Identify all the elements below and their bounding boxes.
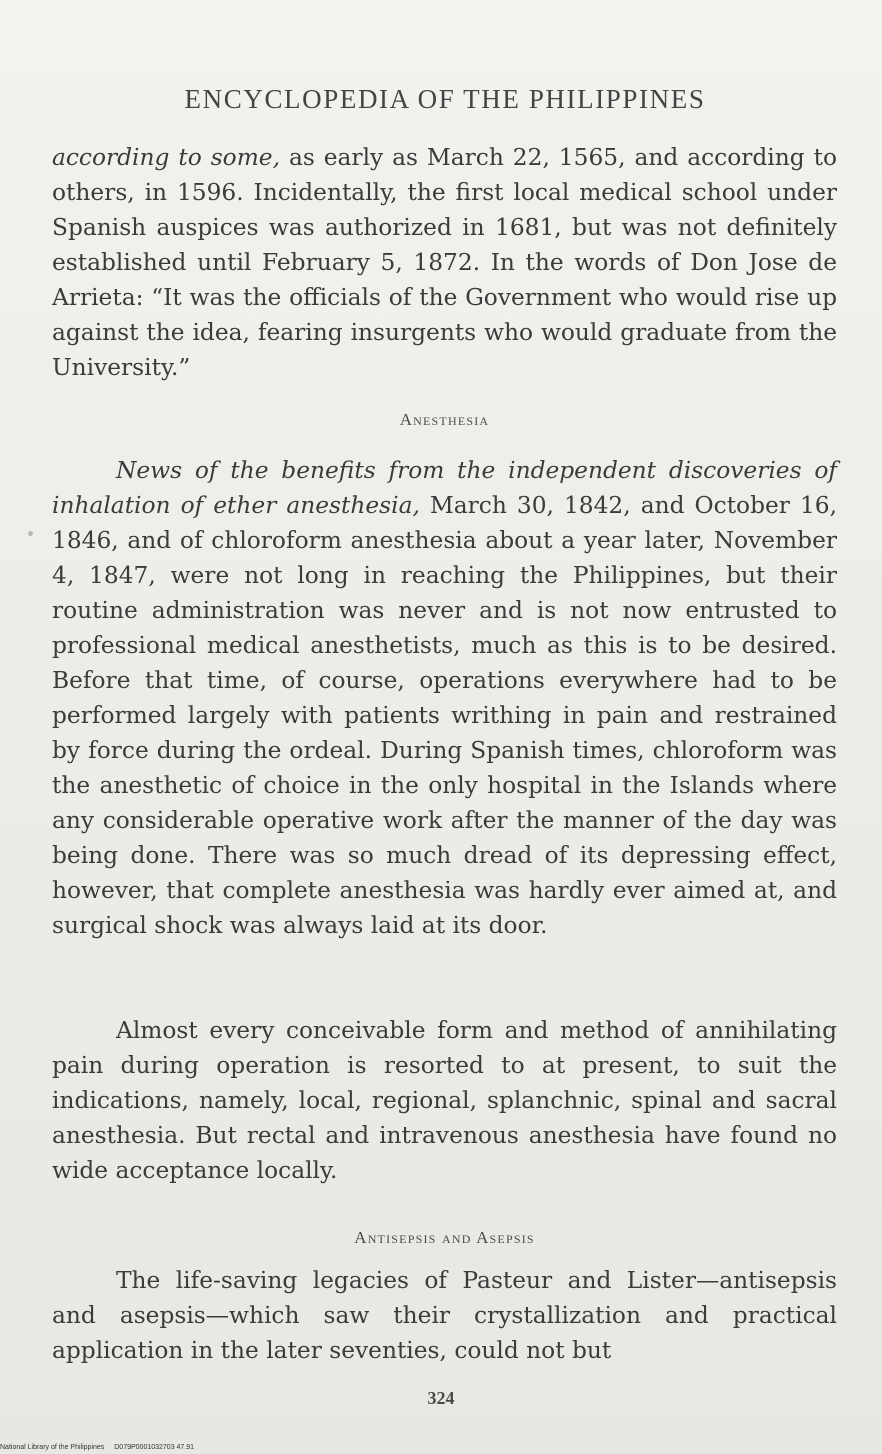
section-heading-anesthesia: Anesthesia bbox=[399, 410, 490, 429]
page-number: 324 bbox=[427, 1388, 455, 1408]
section-heading-antisepsis: Antisepsis and Asepsis bbox=[354, 1228, 535, 1247]
scan-id: D079P0001032703 47.91 bbox=[114, 1444, 195, 1451]
italic-phrase: according to some, bbox=[52, 144, 280, 171]
paragraph-anesthesia-history bbox=[52, 453, 837, 943]
paragraph-university bbox=[52, 140, 837, 385]
scan-footer bbox=[0, 1443, 202, 1452]
italic-phrase: News of the benefits from the independent discoveries of inhalation of ether anesthesia, bbox=[52, 457, 837, 519]
paragraph-text: as early as March 22, 1565, and according to others, in 1596. Incidentally, the first local medical school under Spanish auspices was authorized in 1681, but was not definitely established until February 5, 1872. In the words of Don Jose de Arrieta: “It was the officials of the Government who would rise up against the idea, fearing insurgents who would graduate from the University.” bbox=[52, 144, 837, 381]
running-title: ENCYCLOPEDIA OF THE PHILIPPINES bbox=[184, 84, 706, 114]
library-credit: National Library of the Philippines bbox=[0, 1444, 105, 1451]
paragraph-antisepsis: The life-saving legacies of Pasteur and Lister—antisepsis and asepsis—which saw their crystallization and practical application in the later seventies, could not but bbox=[52, 1267, 837, 1364]
paragraph-text: March 30, 1842, and October 16, 1846, and of chloroform anesthesia about a year later, November 4, 1847, were not long in reaching the Philippines, but their routine administration was never and is not now entrusted to professional medical anesthetists, much as this is to be desired. Before that time, of course, operations everywhere had to be performed largely with patients writhing in pain and restrained by force during the ordeal. During Spanish times, chloroform was the anesthetic of choice in the only hospital in the Islands where any considerable operative work after the manner of the day was being done. There was so much dread of its depressing effect, however, that complete anesthesia was hardly ever aimed at, and surgical shock was always laid at its door. bbox=[52, 492, 838, 939]
scan-speck bbox=[28, 531, 33, 536]
paragraph-anesthesia-methods: Almost every conceivable form and method of annihilating pain during operation is resorted to at present, to suit the indications, namely, local, regional, splanchnic, spinal and sacral anesthesia. But rectal and intravenous anesthesia have found no wide acceptance locally. bbox=[52, 1017, 837, 1184]
